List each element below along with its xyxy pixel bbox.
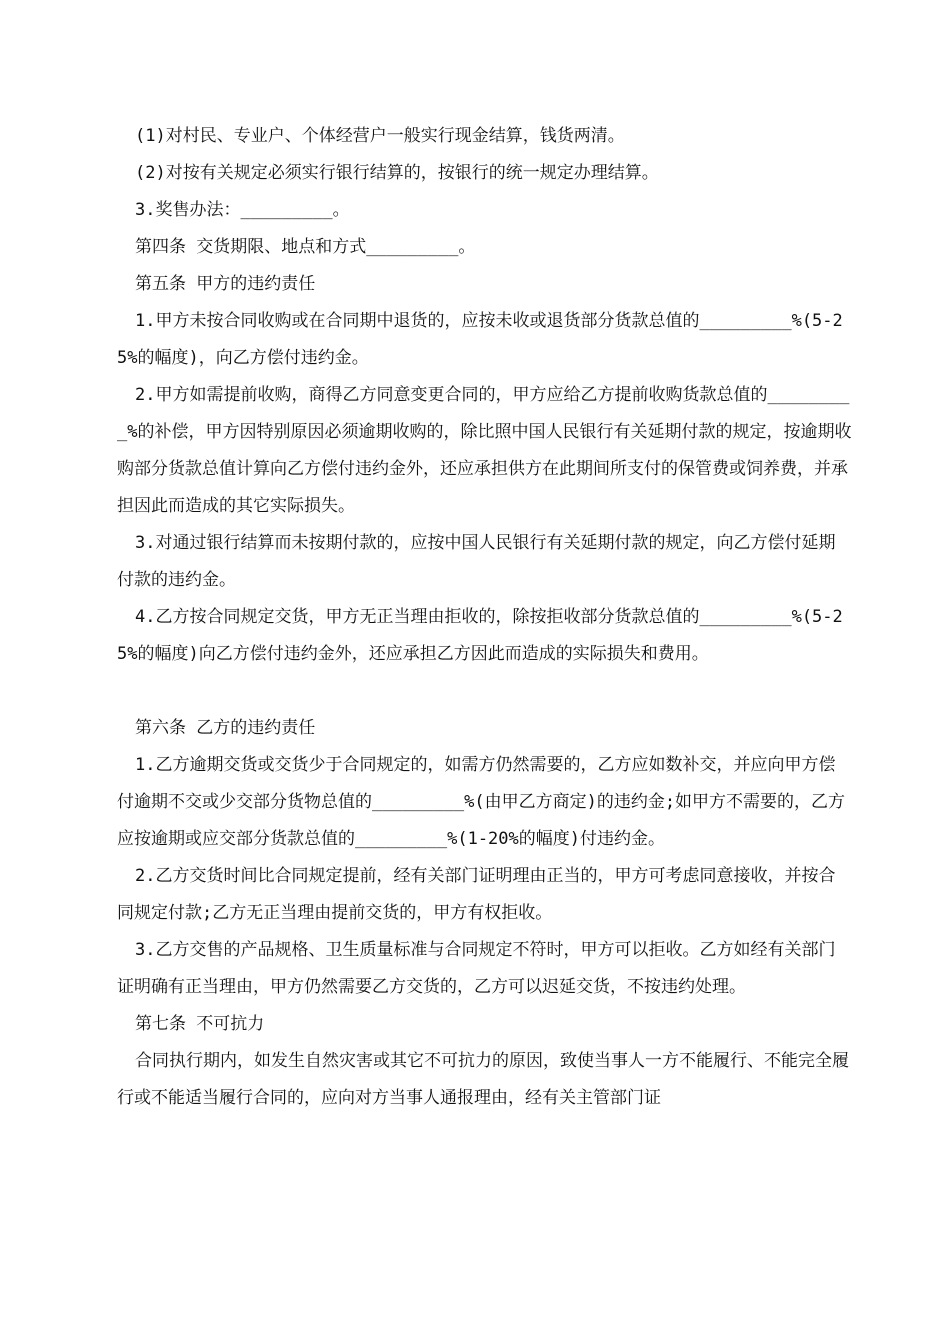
article-6-heading: 第六条 乙方的违约责任 [135,718,316,738]
article-6-item-3: 3.乙方交售的产品规格、卫生质量标准与合同规定不符时，甲方可以拒收。乙方如经有关部门证明确有正当理由，甲方仍然需要乙方交货的，乙方可以迟延交货，不按违约处理。 [117,940,836,997]
paragraph-3: 3.奖售办法：_________。 [135,200,350,220]
paragraph-2: (2)对按有关规定必须实行银行结算的，按银行的统一规定办理结算。 [135,163,659,183]
article-5-item-2: 2.甲方如需提前收购，商得乙方同意变更合同的，甲方应给乙方提前收购货款总值的_________%的补偿，甲方因特别原因必须逾期收购的，除比照中国人民银行有关延期付款的规定，按逾期收购部分货款总值计算向乙方偿付违约金外，还应承担供方在此期间所支付的保管费或饲养费，并承担因此而造成的其它实际损失。 [117,385,852,516]
article-6-item-1: 1.乙方逾期交货或交货少于合同规定的，如需方仍然需要的，乙方应如数补交，并应向甲方偿付逾期不交或少交部分货物总值的_________%(由甲乙方商定)的违约金;如甲方不需要的，乙方应按逾期或应交部分货款总值的_________%(1-20%的幅度)付违约金。 [117,755,846,849]
article-5-item-1: 1.甲方未按合同收购或在合同期中退货的，应按未收或退货部分货款总值的_________%(5-25%的幅度)，向乙方偿付违约金。 [117,311,843,368]
paragraph-1: (1)对村民、专业户、个体经营户一般实行现金结算，钱货两清。 [135,126,625,146]
article-6-item-2: 2.乙方交货时间比合同规定提前，经有关部门证明理由正当的，甲方可考虑同意接收，并按合同规定付款;乙方无正当理由提前交货的，甲方有权拒收。 [117,866,836,923]
article-7-heading: 第七条 不可抗力 [135,1014,265,1034]
article-5-heading: 第五条 甲方的违约责任 [135,274,316,294]
article-5-item-4: 4.乙方按合同规定交货，甲方无正当理由拒收的，除按拒收部分货款总值的_________%(5-25%的幅度)向乙方偿付违约金外，还应承担乙方因此而造成的实际损失和费用。 [117,607,843,664]
article-4-heading: 第四条 交货期限、地点和方式_________。 [135,237,476,257]
article-5-item-3: 3.对通过银行结算而未按期付款的，应按中国人民银行有关延期付款的规定，向乙方偿付延期付款的违约金。 [117,533,836,590]
paragraph-spacer [117,673,852,710]
document-body [117,118,852,1117]
article-7-body: 合同执行期内，如发生自然灾害或其它不可抗力的原因，致使当事人一方不能履行、不能完全履行或不能适当履行合同的，应向对方当事人通报理由，经有关主管部门证 [117,1051,849,1108]
